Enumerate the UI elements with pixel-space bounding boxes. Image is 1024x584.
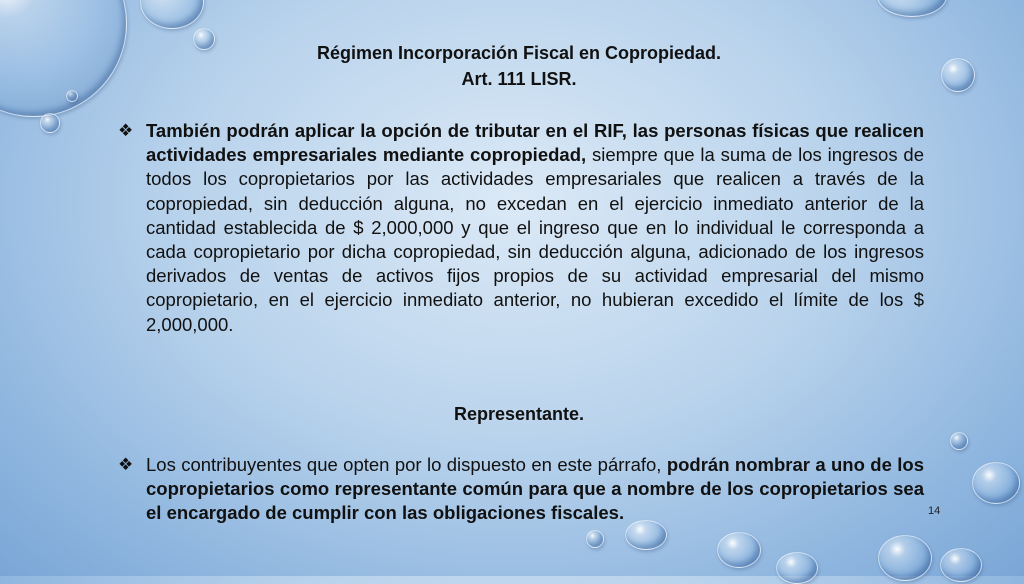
page-number: 14 xyxy=(928,505,941,517)
water-drop-decoration xyxy=(40,113,60,133)
paragraph-bold-text: También podrán aplicar la opción de tributar en el RIF, las personas físicas que realicen actividades empresariales mediante copropiedad, xyxy=(146,120,924,166)
bullet-item xyxy=(118,453,924,526)
water-drop-decoration xyxy=(776,552,818,584)
water-drop-decoration xyxy=(586,530,604,548)
paragraph-text: Los contribuyentes que opten por lo dispuesto en este párrafo, xyxy=(146,454,667,475)
water-drop-decoration xyxy=(878,535,932,581)
water-drop-decoration xyxy=(140,0,204,29)
bullet-item xyxy=(118,119,924,337)
slide-title: Régimen Incorporación Fiscal en Copropiedad. xyxy=(316,43,722,63)
paragraph-text: siempre que la suma de los ingresos de todos los copropietarios por las actividades empresariales que realicen a través de la copropiedad, sin deducción alguna, no excedan en el ejercicio inmediato anterior de la cantidad establecida de $ 2,000,000 y que el ingreso que en lo individual le corresponda a cada copropietario por dicha copropiedad, sin deducción alguna, adicionado de los ingresos derivados de ventas de activos fijos propios de su actividad empresarial del mismo copropietario, en el ejercicio inmediato anterior, no hubieran excedido el límite de los $ 2,000,000. xyxy=(146,144,925,335)
water-drop-decoration xyxy=(950,432,968,450)
diamond-bullet-icon: ❖ xyxy=(118,455,134,474)
paragraph-bold-text: podrán nombrar a uno de los copropietarios como representante común para que a nombre de los copropietarios sea el encargado de cumplir con las obligaciones fiscales. xyxy=(146,454,924,524)
section-heading: Representante. xyxy=(453,404,585,424)
water-drop-decoration xyxy=(877,0,947,17)
water-drop-decoration xyxy=(972,462,1020,504)
paragraph-representante xyxy=(146,453,924,526)
slide-subtitle: Art. 111 LISR. xyxy=(461,69,577,89)
water-drop-decoration xyxy=(717,532,761,568)
paragraph-copropiedad xyxy=(146,119,924,337)
water-drop-decoration xyxy=(940,548,982,582)
diamond-bullet-icon: ❖ xyxy=(118,121,134,140)
